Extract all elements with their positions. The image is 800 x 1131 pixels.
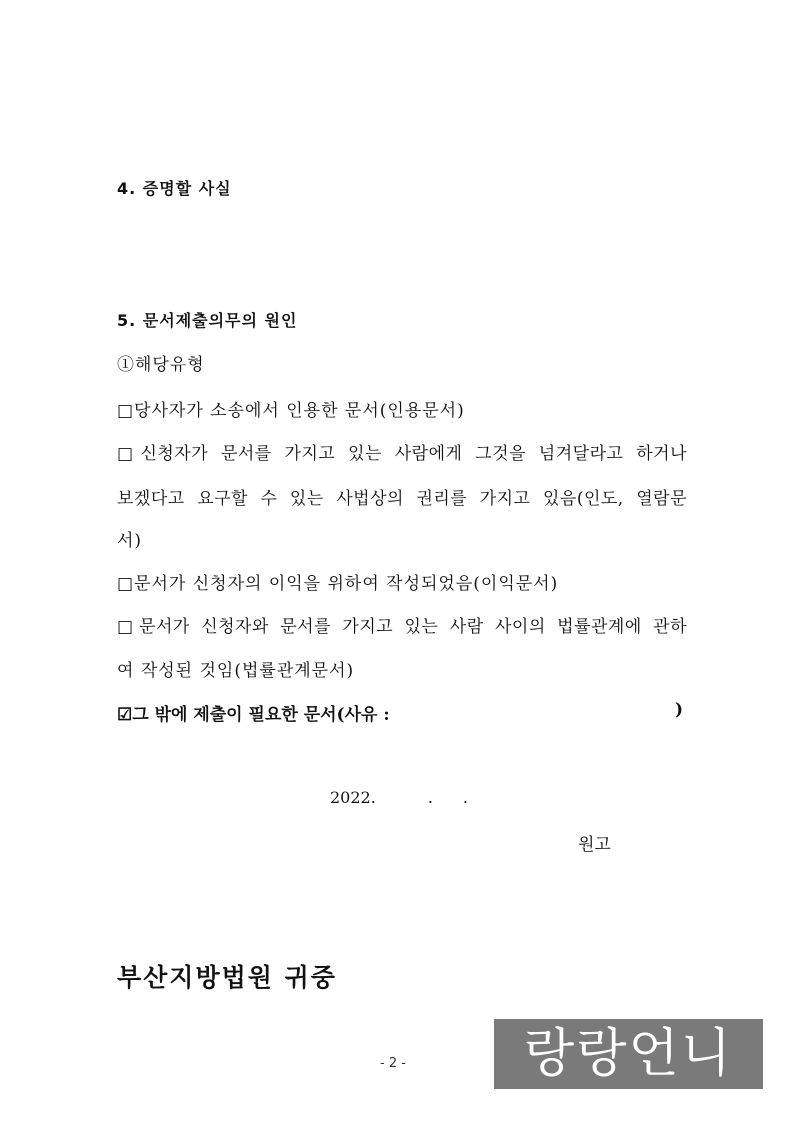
plaintiff-label: 원고 <box>578 835 611 855</box>
option-delivery-right-line2: 보겠다고 요구할 수 있는 사법상의 권리를 가지고 있음(인도, 열람문 <box>117 489 687 509</box>
date-line <box>330 788 468 807</box>
type-heading: ①해당유형 <box>117 355 205 375</box>
other-option-label: ☑그 밖에 제출이 필요한 문서(사유 : <box>117 705 390 725</box>
other-option-close: ) <box>674 700 683 720</box>
section-5-heading: 5. 문서제출의무의 원인 <box>117 311 298 330</box>
option-legal-relation-line2: 여 작성된 것임(법률관계문서) <box>117 661 355 681</box>
option-delivery-right-line1: □신청자가 문서를 가지고 있는 사람에게 그것을 넘겨달라고 하거나 <box>117 444 687 464</box>
option-other-checked <box>117 700 683 725</box>
court-recipient: 부산지방법원 귀중 <box>117 963 337 992</box>
date-dot-month: . <box>427 788 433 807</box>
date-year: 2022. <box>330 788 376 807</box>
option-delivery-right-line3: 서) <box>117 531 143 551</box>
page-number: - 2 - <box>380 1056 406 1071</box>
section-4-heading: 4. 증명할 사실 <box>117 179 232 198</box>
option-interest-document: □문서가 신청자의 이익을 위하여 작성되었음(이익문서) <box>117 574 559 594</box>
watermark: 랑랑언니 <box>494 1019 763 1089</box>
option-legal-relation-line1: □문서가 신청자와 문서를 가지고 있는 사람 사이의 법률관계에 관하 <box>117 617 687 637</box>
date-dot-day: . <box>462 788 468 807</box>
option-quoted-document: □당사자가 소송에서 인용한 문서(인용문서) <box>117 401 465 421</box>
